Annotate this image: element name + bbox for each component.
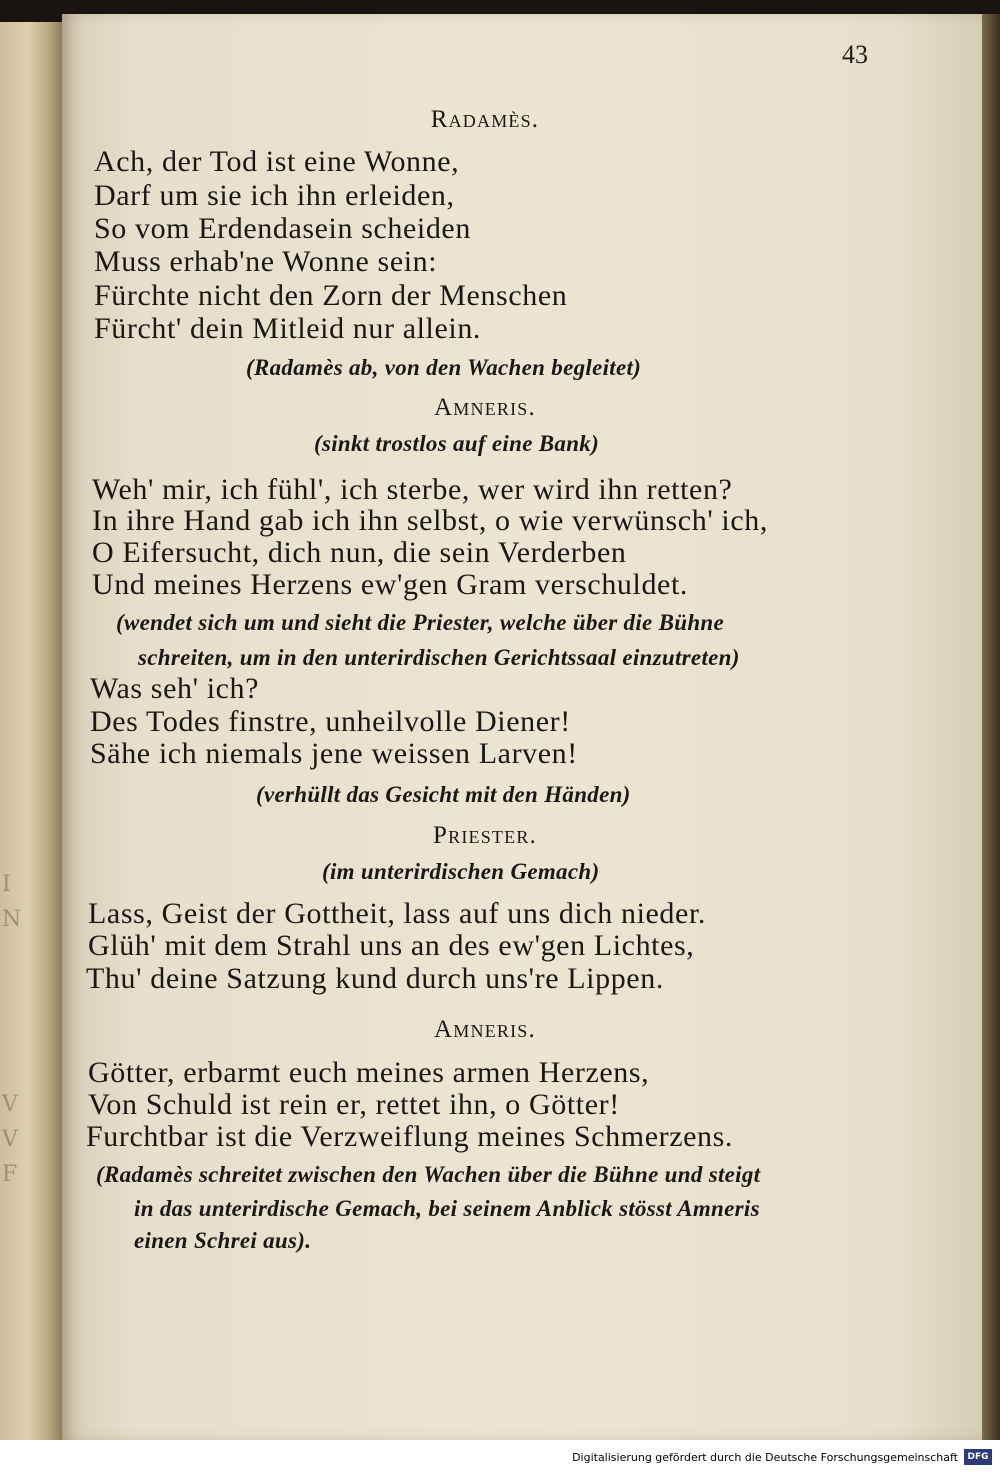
- bleed-mark: F: [2, 1162, 18, 1187]
- bleed-mark: V: [2, 1092, 18, 1117]
- funding-credit: Digitalisierung gefördert durch die Deutsche Forschungsgemeinschaft: [572, 1451, 958, 1464]
- footer-bar: [0, 1440, 1000, 1476]
- verse-line: Fürchte nicht den Zorn der Menschen: [94, 279, 568, 312]
- stage-direction: (im unterirdischen Gemach): [322, 859, 600, 884]
- verse-line: O Eifersucht, dich nun, die sein Verderben: [92, 536, 627, 569]
- speaker-heading: Amneris.: [434, 394, 536, 421]
- verse-line: Thu' deine Satzung kund durch uns're Lippen.: [86, 962, 664, 995]
- verse-line: Furchtbar ist die Verzweiflung meines Schmerzens.: [86, 1120, 734, 1153]
- verse-line: Ach, der Tod ist eine Wonne,: [94, 145, 460, 178]
- stage-direction: (Radamès schreitet zwischen den Wachen über die Bühne und steigt: [96, 1162, 761, 1187]
- verse-line: Und meines Herzens ew'gen Gram verschuldet.: [92, 568, 689, 601]
- verse-line: Von Schuld ist rein er, rettet ihn, o Götter!: [88, 1088, 620, 1121]
- verse-line: So vom Erdendasein scheiden: [94, 212, 471, 245]
- verse-line: Lass, Geist der Gottheit, lass auf uns dich nieder.: [88, 897, 706, 930]
- bleed-mark: I: [2, 872, 11, 897]
- verse-line: Was seh' ich?: [90, 672, 260, 705]
- verse-line: Götter, erbarmt euch meines armen Herzens,: [88, 1056, 650, 1089]
- verse-line: Weh' mir, ich fühl', ich sterbe, wer wird ihn retten?: [92, 473, 733, 506]
- verse-line: Sähe ich niemals jene weissen Larven!: [90, 737, 578, 770]
- verse-line: Muss erhab'ne Wonne sein:: [94, 245, 438, 278]
- verse-line: Darf um sie ich ihn erleiden,: [94, 179, 455, 212]
- verse-line: In ihre Hand gab ich ihn selbst, o wie verwünsch' ich,: [92, 504, 768, 537]
- bleed-mark: V: [2, 1127, 18, 1152]
- verse-line: Glüh' mit dem Strahl uns an des ew'gen Lichtes,: [88, 929, 695, 962]
- page-number: 43: [842, 40, 868, 69]
- stage-direction: einen Schrei aus).: [134, 1228, 312, 1253]
- verse-line: Fürcht' dein Mitleid nur allein.: [94, 312, 482, 345]
- stage-direction: in das unterirdische Gemach, bei seinem Anblick stösst Amneris: [134, 1196, 760, 1221]
- speaker-heading: Priester.: [433, 822, 537, 849]
- dfg-logo-icon: DFG: [964, 1449, 992, 1465]
- bleed-mark: N: [2, 907, 22, 932]
- stage-direction: (Radamès ab, von den Wachen begleitet): [246, 355, 642, 380]
- stage-direction: (verhüllt das Gesicht mit den Händen): [256, 782, 631, 807]
- speaker-heading: Radamès.: [430, 106, 540, 133]
- stage-direction: (wendet sich um und sieht die Priester, welche über die Bühne: [116, 610, 725, 635]
- stage-direction: (sinkt trostlos auf eine Bank): [314, 431, 600, 456]
- stage-direction: schreiten, um in den unterirdischen Gerichtssaal einzutreten): [138, 645, 740, 670]
- verse-line: Des Todes finstre, unheilvolle Diener!: [90, 705, 571, 738]
- speaker-heading: Amneris.: [434, 1016, 536, 1043]
